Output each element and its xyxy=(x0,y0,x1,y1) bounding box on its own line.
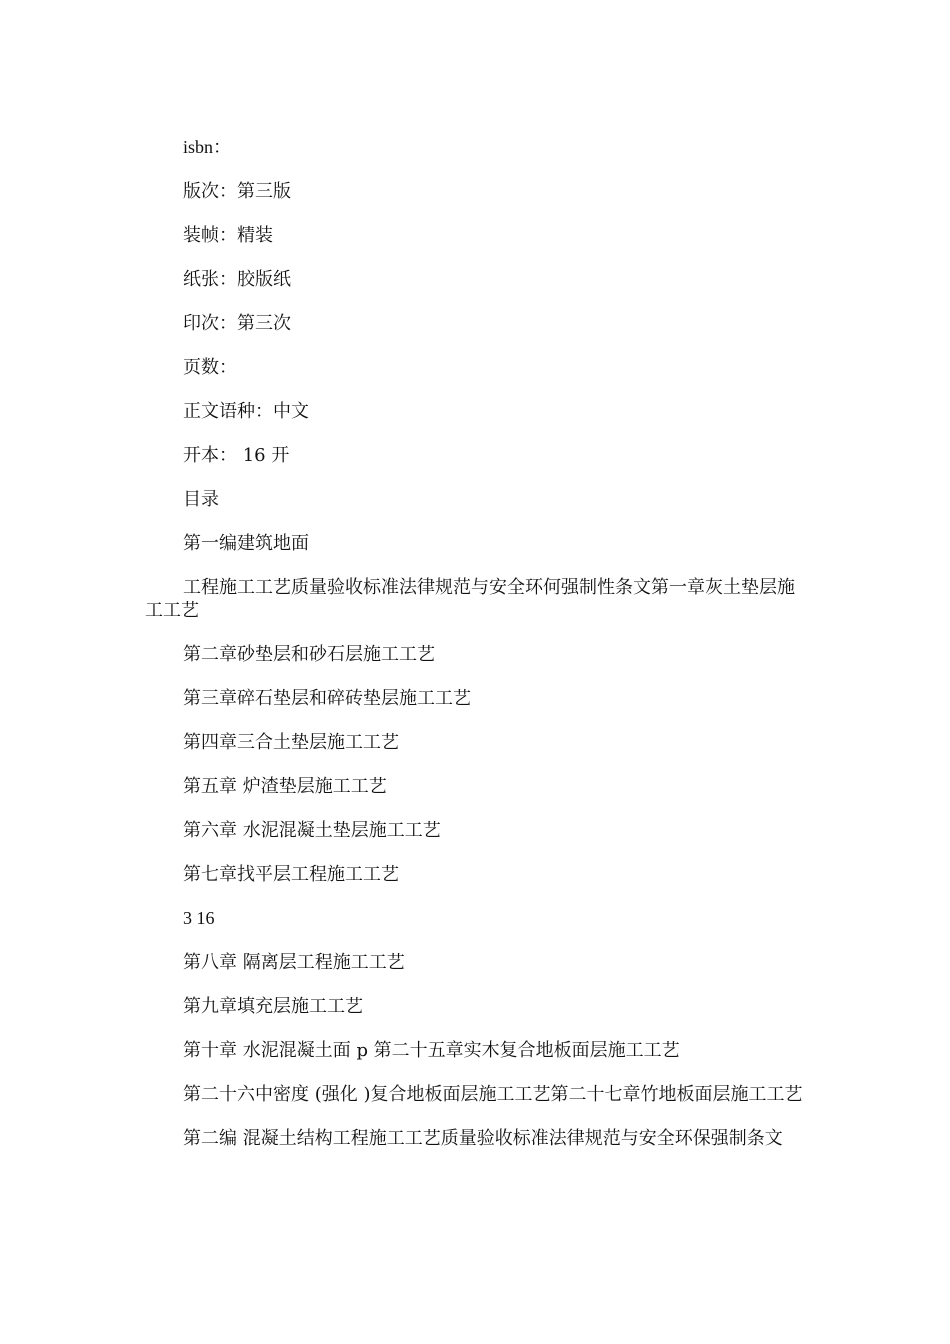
toc-item: 第二章砂垫层和砂石层施工工艺 xyxy=(183,644,435,665)
pages-line: 页数： xyxy=(183,357,237,378)
page-number-line: 3 16 xyxy=(183,908,215,928)
toc-item: 第七章找平层工程施工工艺 xyxy=(183,864,399,885)
document-body xyxy=(145,136,805,1171)
isbn-line: isbn： xyxy=(183,137,232,157)
language-line: 正文语种：中文 xyxy=(183,401,309,422)
format-line: 开本： 16 开 xyxy=(183,445,290,466)
toc-item: 第六章 水泥混凝土垫层施工工艺 xyxy=(183,820,441,841)
toc-item: 第四章三合土垫层施工工艺 xyxy=(183,732,399,753)
toc-item: 工程施工工艺质量验收标准法律规范与安全环何强制性条文第一章灰土垫层施工工艺 xyxy=(145,577,795,621)
toc-item: 第十章 水泥混凝土面 p 第二十五章实木复合地板面层施工工艺 xyxy=(183,1040,680,1061)
binding-line: 装帧：精装 xyxy=(183,225,273,246)
toc-item: 第八章 隔离层工程施工工艺 xyxy=(183,952,405,973)
toc-item: 第二编 混凝土结构工程施工工艺质量验收标准法律规范与安全环保强制条文 xyxy=(183,1128,783,1149)
toc-item: 第一编建筑地面 xyxy=(183,533,309,554)
toc-item: 第九章填充层施工工艺 xyxy=(183,996,363,1017)
printing-line: 印次：第三次 xyxy=(183,313,291,334)
paper-line: 纸张：胶版纸 xyxy=(183,269,291,290)
toc-item: 第五章 炉渣垫层施工工艺 xyxy=(183,776,387,797)
toc-item: 第二十六中密度 (强化 )复合地板面层施工工艺第二十七章竹地板面层施工工艺 xyxy=(183,1084,803,1105)
toc-heading: 目录 xyxy=(183,489,219,510)
edition-line: 版次：第三版 xyxy=(183,181,291,202)
toc-item: 第三章碎石垫层和碎砖垫层施工工艺 xyxy=(183,688,471,709)
